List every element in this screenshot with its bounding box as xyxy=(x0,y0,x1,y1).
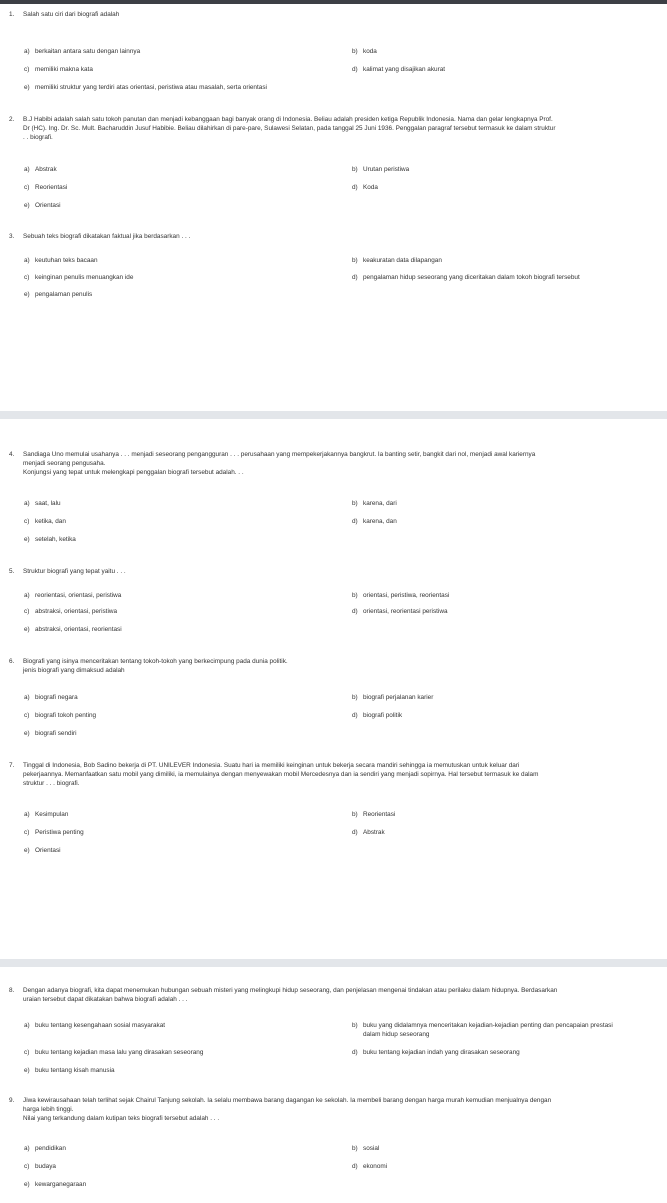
option-d[interactable] xyxy=(352,273,580,282)
stem-line: Salah satu ciri dari biografi adalah xyxy=(23,11,120,18)
question-number: 3. xyxy=(9,233,15,240)
option-letter: d) xyxy=(352,829,358,836)
option-letter: b) xyxy=(352,1022,358,1029)
stem-line: Sebuah teks biografi dikatakan faktual jika berdasarkan . . . xyxy=(23,233,191,240)
option-e[interactable] xyxy=(24,290,92,299)
stem-line: . . biografi. xyxy=(23,134,53,141)
option-text: saat, lalu xyxy=(35,500,61,507)
option-text: dalam hidup seseorang xyxy=(363,1031,430,1038)
question-number: 1. xyxy=(9,11,15,18)
option-b[interactable] xyxy=(352,1021,613,1030)
option-letter: b) xyxy=(352,166,358,173)
option-letter: d) xyxy=(352,1163,358,1170)
option-b[interactable] xyxy=(352,693,433,702)
stem-line: Struktur biografi yang tepat yaitu . . . xyxy=(23,568,126,575)
option-text: pengalaman penulis xyxy=(35,291,93,298)
option-letter: c) xyxy=(24,184,30,191)
option-text: budaya xyxy=(35,1163,56,1170)
option-letter: a) xyxy=(24,811,30,818)
option-text: kalimat yang disajikan akurat xyxy=(363,66,446,73)
option-d[interactable] xyxy=(352,183,378,192)
option-a[interactable] xyxy=(24,1144,66,1153)
option-letter: e) xyxy=(24,202,30,209)
option-c[interactable] xyxy=(24,273,133,282)
option-letter: e) xyxy=(24,847,30,854)
option-a[interactable] xyxy=(24,810,68,819)
option-a[interactable] xyxy=(24,165,57,174)
option-text: keakuratan data dilapangan xyxy=(363,257,442,264)
option-text: Reorientasi xyxy=(363,811,396,818)
stem-line: B.J Habibi adalah salah satu tokoh panutan dan menjadi kebanggaan bagi banyak orang di Indonesia. Beliau adalah presiden ketiga Republik Indonesia. Nama dan gelar lengkapnya Prof. xyxy=(23,116,553,123)
option-text: koda xyxy=(363,48,377,55)
question-number: 5. xyxy=(9,568,15,575)
option-letter: c) xyxy=(24,518,30,525)
option-text: pengalaman hidup seseorang yang diceritakan dalam tokoh biografi tersebut xyxy=(363,274,580,281)
option-letter: e) xyxy=(24,1181,30,1188)
page-separator xyxy=(0,411,667,419)
option-letter: a) xyxy=(24,166,30,173)
option-letter: a) xyxy=(24,500,30,507)
option-letter: d) xyxy=(352,518,358,525)
option-text: buku tentang kejadian masa lalu yang dirasakan seseorang xyxy=(35,1049,204,1056)
stem-line: struktur . . . biografi. xyxy=(23,780,80,787)
option-text: orientasi, peristiwa, reorientasi xyxy=(363,592,450,599)
option-e[interactable] xyxy=(24,1180,86,1189)
option-text: Koda xyxy=(363,184,378,191)
option-c[interactable] xyxy=(24,1048,203,1057)
option-e[interactable] xyxy=(24,535,76,544)
option-letter: d) xyxy=(352,66,358,73)
option-letter: d) xyxy=(352,712,358,719)
option-letter: e) xyxy=(24,730,30,737)
option-c[interactable] xyxy=(24,1162,56,1171)
question-number: 7. xyxy=(9,762,15,769)
option-text: keinginan penulis menuangkan ide xyxy=(35,274,134,281)
page-3 xyxy=(0,967,667,1203)
option-text: Peristiwa penting xyxy=(35,829,84,836)
option-c[interactable] xyxy=(24,65,93,74)
option-letter: b) xyxy=(352,811,358,818)
option-letter: b) xyxy=(352,48,358,55)
option-d[interactable] xyxy=(352,517,397,526)
option-letter: c) xyxy=(24,1163,30,1170)
question-number: 4. xyxy=(9,451,15,458)
option-text: biografi perjalanan karier xyxy=(363,694,434,701)
option-letter: a) xyxy=(24,1022,30,1029)
option-text: biografi sendiri xyxy=(35,730,77,737)
option-letter: c) xyxy=(24,712,30,719)
option-a[interactable] xyxy=(24,1021,165,1030)
option-text: sosial xyxy=(363,1145,380,1152)
question-number: 9. xyxy=(9,1097,15,1104)
option-text: Orientasi xyxy=(35,847,61,854)
option-letter: d) xyxy=(352,608,358,615)
option-d[interactable] xyxy=(352,1162,387,1171)
option-text: buku tentang kesengahaan sosial masyarakat xyxy=(35,1022,166,1029)
option-text: orientasi, reorientasi peristiwa xyxy=(363,608,448,615)
option-letter: e) xyxy=(24,291,30,298)
stem-line: Biografi yang isinya menceritakan tentang tokoh-tokoh yang berkecimpung pada dunia politik. xyxy=(23,658,288,665)
stem-line: Dengan adanya biografi, kita dapat menemukan hubungan sebuah misteri yang melingkupi hidup seseorang, dan penjelasan mengenai tindakan atau perilaku dalam hidupnya. Berdasarkan xyxy=(23,987,558,994)
option-text: abstraksi, orientasi, peristiwa xyxy=(35,608,118,615)
option-text: Abstrak xyxy=(363,829,385,836)
option-b[interactable] xyxy=(352,499,397,508)
question-number: 8. xyxy=(9,987,15,994)
stem-line: Konjungsi yang tepat untuk melengkapi penggalan biografi tersebut adalah. . . xyxy=(23,469,244,476)
option-e[interactable] xyxy=(24,1066,115,1075)
option-text: keutuhan teks bacaan xyxy=(35,257,98,264)
option-text: Reorientasi xyxy=(35,184,68,191)
option-text: biografi negara xyxy=(35,694,78,701)
option-b[interactable] xyxy=(352,47,377,56)
option-c[interactable] xyxy=(24,711,96,720)
option-letter: a) xyxy=(24,257,30,264)
stem-line: pekerjaannya. Memanfaatkan satu mobil yang dimiliki, ia memulainya dengan menyewakan mobil Mercedesnya dan ia sendiri yang menjadi sopirnya. Hal tersebut termasuk ke dalam xyxy=(23,771,539,778)
option-letter: b) xyxy=(352,592,358,599)
option-text: biografi politik xyxy=(363,712,403,719)
option-letter: d) xyxy=(352,1049,358,1056)
option-letter: c) xyxy=(24,1049,30,1056)
option-e[interactable] xyxy=(24,201,61,210)
option-letter: b) xyxy=(352,1145,358,1152)
option-letter: a) xyxy=(24,1145,30,1152)
option-d[interactable] xyxy=(352,828,385,837)
stem-line: Sandiaga Uno memulai usahanya . . . menjadi seseorang pengangguran . . . perusahaan yang mempekerjakannya bangkrut. Ia banting setir, bangkit dari nol, menjadi awal kariernya xyxy=(23,451,536,458)
option-letter: a) xyxy=(24,694,30,701)
stem-line: menjadi seorang pengusaha. xyxy=(23,460,106,467)
option-letter: b) xyxy=(352,694,358,701)
option-a[interactable] xyxy=(24,499,61,508)
option-b-continued[interactable] xyxy=(352,1030,429,1039)
option-text: memiliki makna kata xyxy=(35,66,93,73)
option-text: ekonomi xyxy=(363,1163,388,1170)
option-a[interactable] xyxy=(24,693,78,702)
question-number: 6. xyxy=(9,658,15,665)
option-letter: c) xyxy=(24,829,30,836)
option-text: kewarganegaraan xyxy=(35,1181,87,1188)
option-text: buku tentang kejadian indah yang dirasakan seseorang xyxy=(363,1049,520,1056)
option-text: karena, dan xyxy=(363,518,397,525)
stem-line: Dr (HC). Ing. Dr. Sc. Mult. Bacharuddin Jusuf Habibie. Beliau dilahirkan di pare-pare, Sulawesi Selatan, pada tanggal 25 Juni 1936. Penggalan paragraf tersebut termasuk ke dalam struktur xyxy=(23,125,556,132)
option-b[interactable] xyxy=(352,165,409,174)
option-text: Urutan peristiwa xyxy=(363,166,410,173)
option-text: ketika, dan xyxy=(35,518,66,525)
option-text: memiliki struktur yang terdiri atas orientasi, peristiwa atau masalah, serta orientasi xyxy=(35,84,267,91)
option-text: berkaitan antara satu dengan lainnya xyxy=(35,48,141,55)
option-text: reorientasi, orientasi, peristiwa xyxy=(35,592,122,599)
page-1 xyxy=(0,4,667,411)
option-letter: c) xyxy=(24,66,30,73)
option-letter: b) xyxy=(352,500,358,507)
option-d[interactable] xyxy=(352,607,448,616)
stem-line: Nilai yang terkandung dalam kutipan teks biografi tersebut adalah . . . xyxy=(23,1115,220,1122)
option-text: Orientasi xyxy=(35,202,61,209)
option-d[interactable] xyxy=(352,711,402,720)
option-text: buku tentang kisah manusia xyxy=(35,1067,115,1074)
option-letter: d) xyxy=(352,274,358,281)
option-b[interactable] xyxy=(352,810,395,819)
stem-line: uraian tersebut dapat dikatakan bahwa biografi adalah . . . xyxy=(23,996,188,1003)
stem-line: harga lebih tinggi. xyxy=(23,1106,74,1113)
option-b[interactable] xyxy=(352,1144,379,1153)
option-letter: b) xyxy=(352,257,358,264)
option-b[interactable] xyxy=(352,591,449,600)
option-e[interactable] xyxy=(24,846,61,855)
option-letter: d) xyxy=(352,184,358,191)
option-letter: e) xyxy=(24,626,30,633)
option-b[interactable] xyxy=(352,256,442,265)
option-text: pendidikan xyxy=(35,1145,66,1152)
option-letter: a) xyxy=(24,48,30,55)
option-text: setelah, ketika xyxy=(35,536,76,543)
page-2 xyxy=(0,419,667,959)
stem-line: jenis biografi yang dimaksud adalah xyxy=(23,667,125,674)
option-c[interactable] xyxy=(24,183,67,192)
option-letter: c) xyxy=(24,274,30,281)
option-d[interactable] xyxy=(352,65,445,74)
option-text: karena, dari xyxy=(363,500,397,507)
option-letter: e) xyxy=(24,1067,30,1074)
option-text: abstraksi, orientasi, reorientasi xyxy=(35,626,122,633)
option-letter: a) xyxy=(24,592,30,599)
option-c[interactable] xyxy=(24,828,84,837)
option-e[interactable] xyxy=(24,625,122,634)
option-letter: e) xyxy=(24,536,30,543)
option-a[interactable] xyxy=(24,47,140,56)
option-e[interactable] xyxy=(24,729,77,738)
question-number: 2. xyxy=(9,116,15,123)
option-a[interactable] xyxy=(24,256,98,265)
page-separator xyxy=(0,959,667,967)
option-e[interactable] xyxy=(24,83,267,92)
option-letter: e) xyxy=(24,84,30,91)
option-a[interactable] xyxy=(24,591,121,600)
option-d[interactable] xyxy=(352,1048,520,1057)
option-text: Kesimpulan xyxy=(35,811,69,818)
stem-line: Jiwa kewirausahaan telah terlihat sejak Chairul Tanjung sekolah. Ia selalu membawa barang dagangan ke sekolah. Ia membeli barang dengan harga murah kemudian menjualnya dengan xyxy=(23,1097,552,1104)
option-letter: c) xyxy=(24,608,30,615)
option-text: buku yang didalamnya menceritakan kejadian-kejadian penting dan pencapaian prestasi xyxy=(363,1022,613,1029)
option-c[interactable] xyxy=(24,607,117,616)
option-text: biografi tokoh penting xyxy=(35,712,97,719)
option-text: Abstrak xyxy=(35,166,57,173)
option-c[interactable] xyxy=(24,517,66,526)
stem-line: Tinggal di Indonesia, Bob Sadino bekerja di PT. UNILEVER Indonesia. Suatu hari ia memiliki keinginan untuk bekerja secara mandiri sehingga ia memutuskan untuk keluar dari xyxy=(23,762,520,769)
